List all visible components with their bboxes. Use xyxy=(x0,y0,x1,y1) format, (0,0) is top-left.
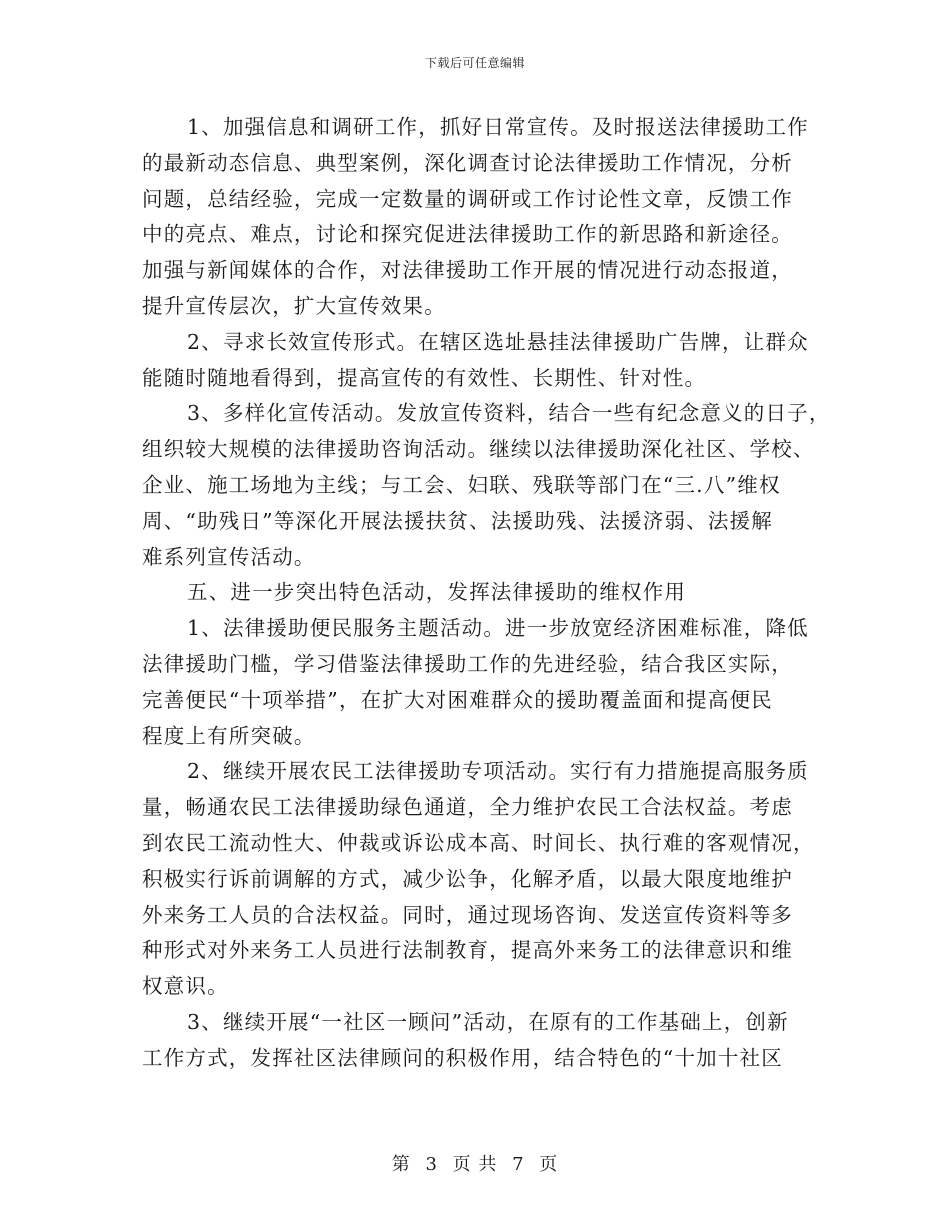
paragraph-line: 1、加强信息和调研工作，抓好日常宣传。及时报送法律援助工作 xyxy=(187,115,809,139)
paragraph-line: 权意识。 xyxy=(142,974,229,999)
footer-prefix: 第 xyxy=(391,1154,411,1175)
paragraph-line: 法律援助门槛，学习借鉴法律援助工作的先进经验，结合我区实际， xyxy=(142,651,793,676)
paragraph-line: 难系列宣传活动。 xyxy=(142,544,316,569)
footer-suffix: 页 xyxy=(539,1154,559,1175)
page-header: 下载后可任意编辑 xyxy=(424,56,525,70)
paragraph-line: 外来务工人员的合法权益。同时，通过现场咨询、发送宣传资料等多 xyxy=(142,902,793,927)
page-number: 3 xyxy=(425,1154,438,1175)
paragraph-line: 企业、施工场地为主线；与工会、妇联、残联等部门在“三.八”维权 xyxy=(142,472,781,497)
paragraph-line: 积极实行诉前调解的方式，减少讼争，化解矛盾，以最大限度地维护 xyxy=(142,866,793,891)
page-total: 7 xyxy=(512,1154,525,1175)
paragraph-line: 到农民工流动性大、仲裁或诉讼成本高、时间长、执行难的客观情况， xyxy=(142,830,815,855)
footer-middle: 页 共 xyxy=(452,1154,498,1175)
paragraph-line: 周、“助残日”等深化开展法援扶贫、法援助残、法援济弱、法援解 xyxy=(142,508,773,533)
paragraph-line: 工作方式，发挥社区法律顾问的积极作用，结合特色的“十加十社区 xyxy=(142,1045,783,1070)
page-footer xyxy=(0,1150,950,1176)
paragraph-line: 能随时随地看得到，提高宣传的有效性、长期性、针对性。 xyxy=(142,365,707,390)
paragraph-line: 完善便民“十项举措”，在扩大对困难群众的援助覆盖面和提高便民 xyxy=(142,687,773,712)
paragraph-line: 3、继续开展“一社区一顾问”活动，在原有的工作基础上，创新 xyxy=(187,1009,789,1034)
paragraph-line: 量，畅通农民工法律援助绿色通道，全力维护农民工合法权益。考虑 xyxy=(142,795,793,820)
paragraph-line: 组织较大规模的法律援助咨询活动。继续以法律援助深化社区、学校、 xyxy=(142,437,815,462)
paragraph-line: 1、法律援助便民服务主题活动。进一步放宽经济困难标准，降低 xyxy=(187,616,809,641)
paragraph-line: 的最新动态信息、典型案例，深化调查讨论法律援助工作情况，分析 xyxy=(142,150,793,175)
paragraph-line: 程度上有所突破。 xyxy=(142,723,316,748)
paragraph-line: 种形式对外来务工人员进行法制教育，提高外来务工的法律意识和维 xyxy=(142,938,793,963)
paragraph-line: 加强与新闻媒体的合作，对法律援助工作开展的情况进行动态报道， xyxy=(142,258,793,283)
paragraph-line: 3、多样化宣传活动。发放宣传资料，结合一些有纪念意义的日子， xyxy=(187,401,831,426)
document-body xyxy=(142,110,832,1077)
section-heading: 五、进一步突出特色活动，发挥法律援助的维权作用 xyxy=(187,580,687,605)
paragraph-line: 中的亮点、难点，讨论和探究促进法律援助工作的新思路和新途径。 xyxy=(142,222,793,247)
paragraph-line: 2、寻求长效宣传形式。在辖区选址悬挂法律援助广告牌，让群众 xyxy=(187,329,809,354)
paragraph-line: 2、继续开展农民工法律援助专项活动。实行有力措施提高服务质 xyxy=(187,759,809,784)
paragraph-line: 问题，总结经验，完成一定数量的调研或工作讨论性文章，反馈工作 xyxy=(142,186,793,211)
paragraph-line: 提升宣传层次，扩大宣传效果。 xyxy=(142,293,446,318)
